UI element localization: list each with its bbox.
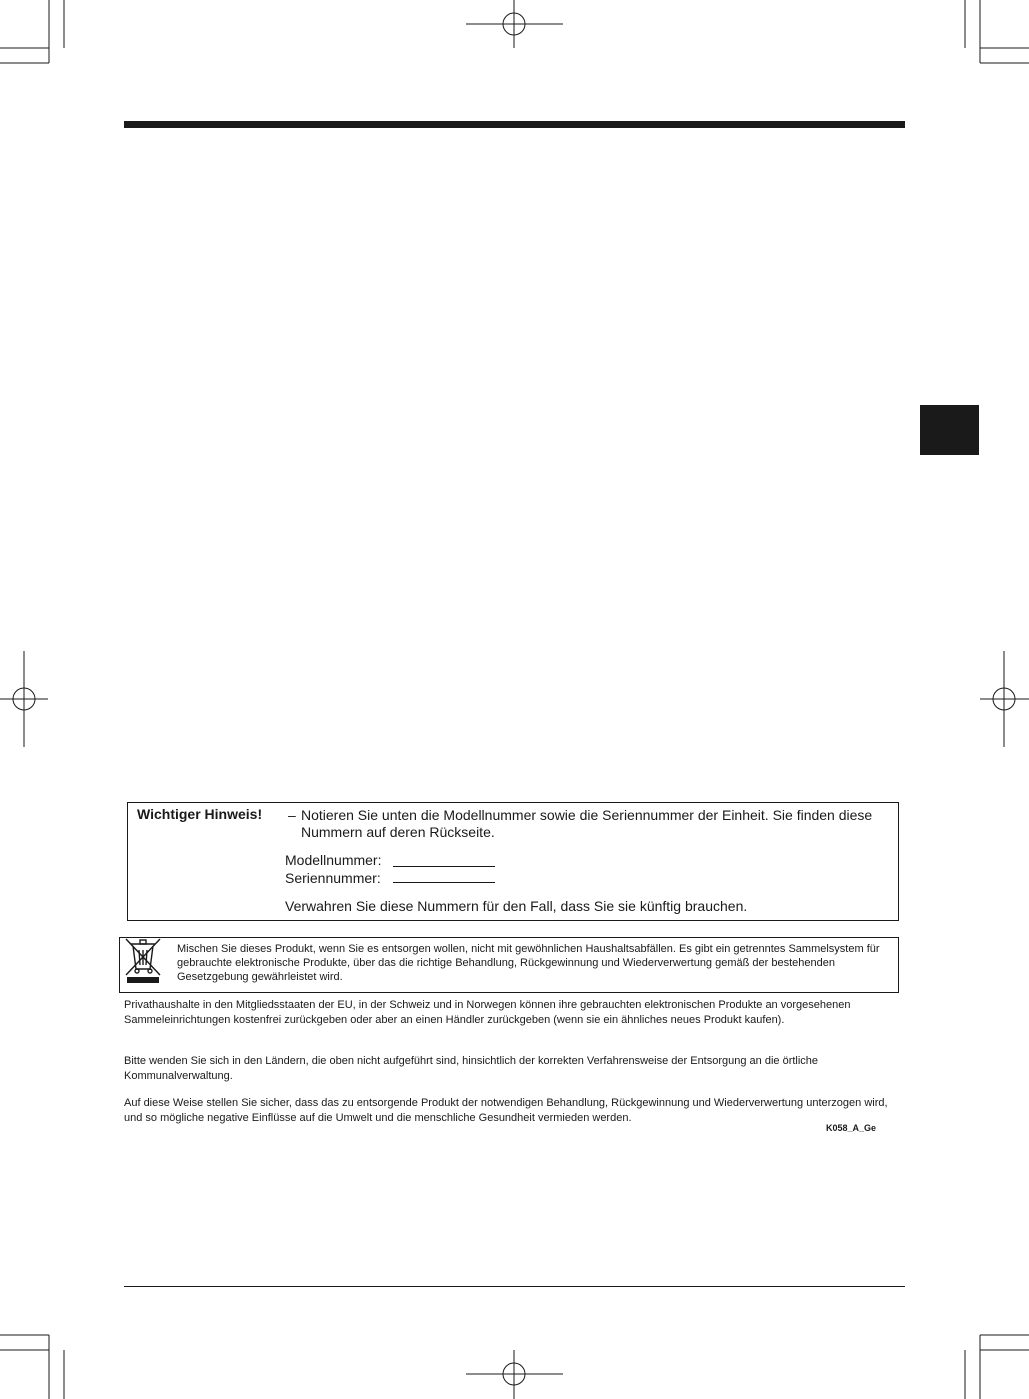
paragraph-private-households: Privathaushalte in den Mitgliedsstaaten der EU, in der Schweiz und in Norwegen können ihre gebrauchten elektronischen Produkte an vorgesehenen Sammeleinrichtungen kostenfrei zurückgeben oder aber an einen Händler zurückgeben (wenn sie ein ähnliches neues Produkt kaufen).	[124, 999, 851, 1026]
crossed-out-wheelie-bin-icon	[122, 937, 164, 983]
registration-mark-left	[0, 651, 48, 747]
crop-mark-bottom-left	[0, 1335, 64, 1399]
paragraph-other-countries: Bitte wenden Sie sich in den Ländern, die oben nicht aufgeführt sind, hinsichtlich der korrekten Verfahrensweise der Entsorgung an die örtliche Kommunalverwaltung.	[124, 1055, 819, 1082]
notice-text: Notieren Sie unten die Modellnummer sowie die Seriennummer der Einheit. Sie finden diese Nummern auf deren Rückseite.	[301, 807, 873, 840]
notice-footer: Verwahren Sie diese Nummern für den Fall, dass Sie sie künftig brauchen.	[285, 898, 748, 914]
serial-number-blank	[393, 882, 495, 883]
section-tab	[920, 405, 979, 455]
registration-mark-right	[980, 651, 1029, 747]
notice-heading: Wichtiger Hinweis!	[137, 806, 263, 822]
model-number-label: Modellnummer:	[285, 852, 382, 868]
model-number-blank	[393, 866, 495, 867]
paragraph-environment: Auf diese Weise stellen Sie sicher, dass das zu entsorgende Produkt der notwendigen Behandlung, Rückgewinnung und Wiederverwertung unterzogen wird, und so mögliche negative Einflüsse auf die Umwelt und die menschliche Gesundheit vermieden werden.	[124, 1097, 888, 1124]
footer-rule	[124, 1286, 905, 1287]
serial-number-label: Seriennummer:	[285, 870, 381, 886]
crop-mark-bottom-right	[965, 1335, 1029, 1399]
crop-mark-top-right	[965, 0, 1029, 63]
crop-mark-top-left	[0, 0, 64, 63]
document-code: K058_A_Ge	[826, 1123, 877, 1133]
registration-mark-bottom	[466, 1350, 563, 1399]
header-rule	[124, 121, 905, 128]
notice-dash: –	[288, 807, 296, 823]
weee-text: Mischen Sie dieses Produkt, wenn Sie es entsorgen wollen, nicht mit gewöhnlichen Haushaltsabfällen. Es gibt ein getrenntes Sammelsystem für gebrauchte elektronische Produkte, über das die richtige Behandlung, Rückgewinnung und Wiederverwertung gemäß der bestehenden Gesetzgebung gewährleistet wird.	[177, 943, 880, 983]
registration-mark-top	[466, 0, 563, 48]
